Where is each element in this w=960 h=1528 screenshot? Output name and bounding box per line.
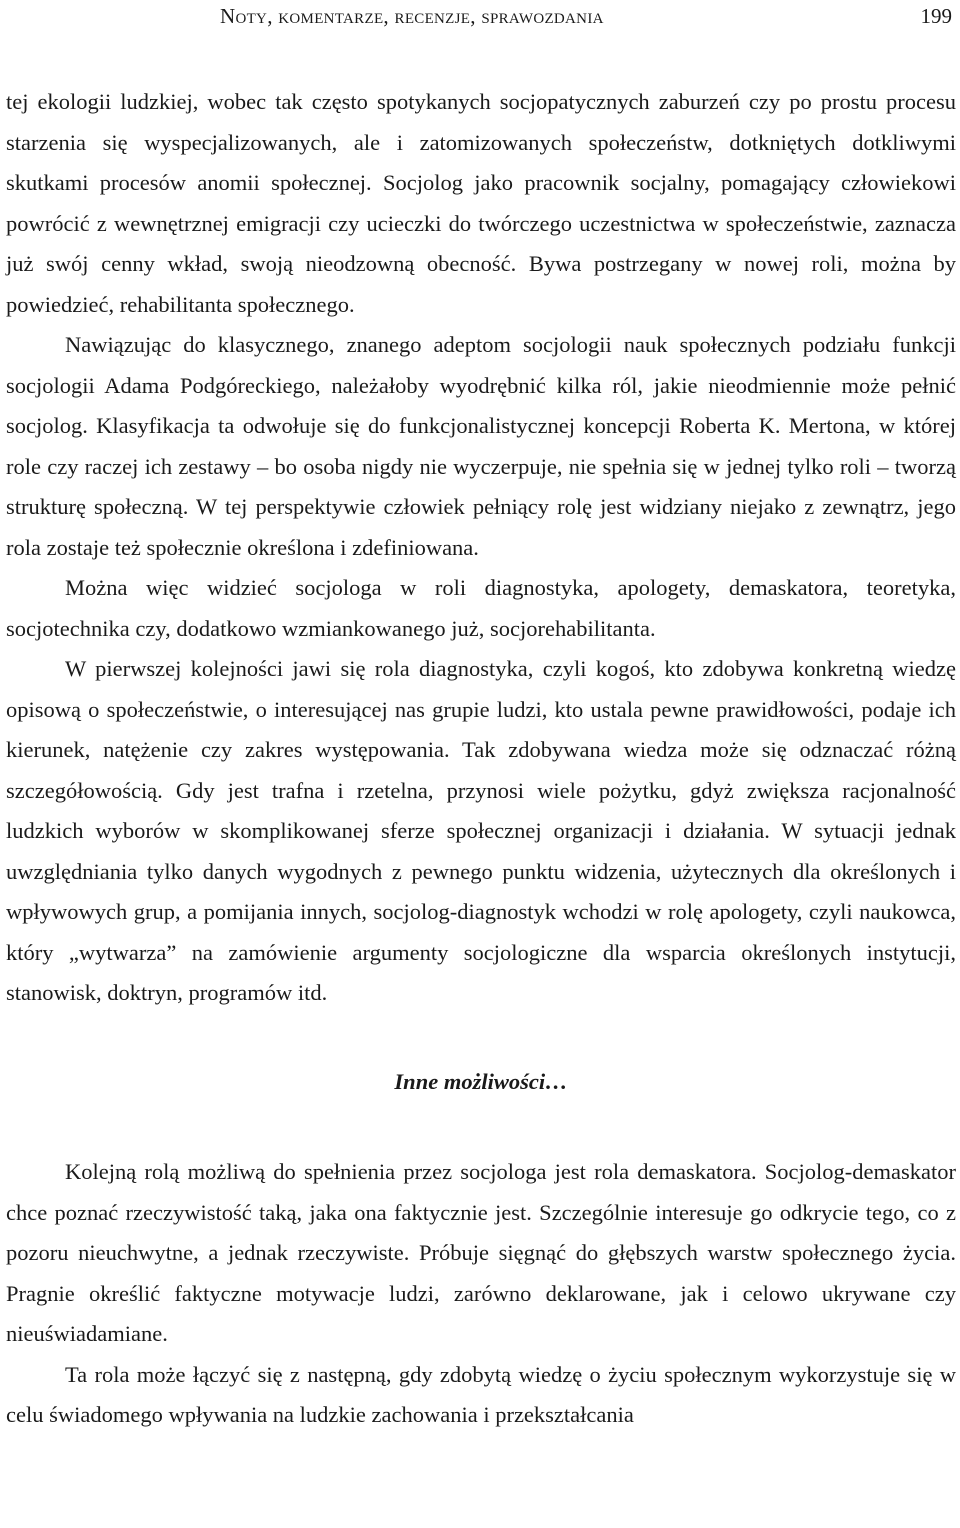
running-header [6, 0, 956, 56]
section-heading: Inne możliwości… [394, 1068, 568, 1094]
page-number: 199 [920, 4, 952, 28]
paragraph: Można więc widzieć socjologa w roli diagnostyka, apologety, demaskatora, teoretyka, socjotechnika czy, dodatkowo wzmiankowanego już, socjorehabilitanta. [6, 575, 956, 641]
document-page [6, 0, 956, 1427]
paragraph: tej ekologii ludzkiej, wobec tak często spotykanych socjopatycznych zaburzeń czy po prostu procesu starzenia się wyspecjalizowanych, ale i zatomizowanych społeczeństw, dotkniętych dotkliwymi skutkami procesów anomii społecznej. Socjolog jako pracownik socjalny, pomagający człowiekowi powrócić z wewnętrznej emigracji czy ucieczki do twórczego uczestnictwa w społeczeństwie, zaznacza już swój cenny wkład, swoją nieodzowną obecność. Bywa postrzegany w nowej roli, można by powiedzieć, rehabilitanta społecznego. [6, 89, 956, 317]
body-text [6, 82, 956, 1436]
running-title: Noty, komentarze, recenzje, sprawozdania [220, 4, 604, 28]
paragraph: Kolejną rolą możliwą do spełnienia przez socjologa jest rola demaskatora. Socjolog-demaskator chce poznać rzeczywistość taką, jaka ona faktycznie jest. Szczególnie interesuje go odkrycie tego, co z pozoru nieuchwytne, a jednak rzeczywiste. Próbuje sięgnąć do głębszych warstw społecznego życia. Pragnie określić faktyczne motywacje ludzi, zarówno deklarowane, jak i celowo ukrywane czy nieuświadamiane. [6, 1159, 956, 1346]
paragraph: Nawiązując do klasycznego, znanego adeptom socjologii nauk społecznych podziału funkcji socjologii Adama Podgóreckiego, należałoby wyodrębnić kilka ról, jakie nieodmiennie może pełnić socjolog. Klasyfikacja ta odwołuje się do funkcjonalistycznej koncepcji Roberta K. Mertona, w której role czy raczej ich zestawy – bo osoba nigdy nie wyczerpuje, nie spełnia się w jednej tylko roli – tworzą strukturę społeczną. W tej perspektywie człowiek pełniący rolę jest widziany niejako z zewnątrz, jego rola zostaje też społecznie określona i zdefiniowana. [6, 332, 956, 560]
paragraph: W pierwszej kolejności jawi się rola diagnostyka, czyli kogoś, kto zdobywa konkretną wiedzę opisową o społeczeństwie, o interesującej nas grupie ludzi, kto ustala pewne prawidłowości, podaje ich kierunek, natężenie czy zakres występowania. Tak zdobywana wiedza może się odznaczać różną szczegółowością. Gdy jest trafna i rzetelna, przynosi wiele pożytku, gdyż zwiększa racjonalność ludzkich wyborów w skomplikowanej sferze społecznej organizacji i działania. W sytuacji jednak uwzględniania tylko danych wygodnych z pewnego punktu widzenia, użytecznych dla określonych i wpływowych grup, a pomijania innych, socjolog-diagnostyk wchodzi w rolę apologety, czyli naukowca, który „wytwarza” na zamówienie argumenty socjologiczne dla wsparcia określonych instytucji, stanowisk, doktryn, programów itd. [6, 656, 956, 1005]
paragraph: Ta rola może łączyć się z następną, gdy zdobytą wiedzę o życiu społecznym wykorzystuje się w celu świadomego wpływania na ludzkie zachowania i przekształcania [6, 1361, 956, 1427]
